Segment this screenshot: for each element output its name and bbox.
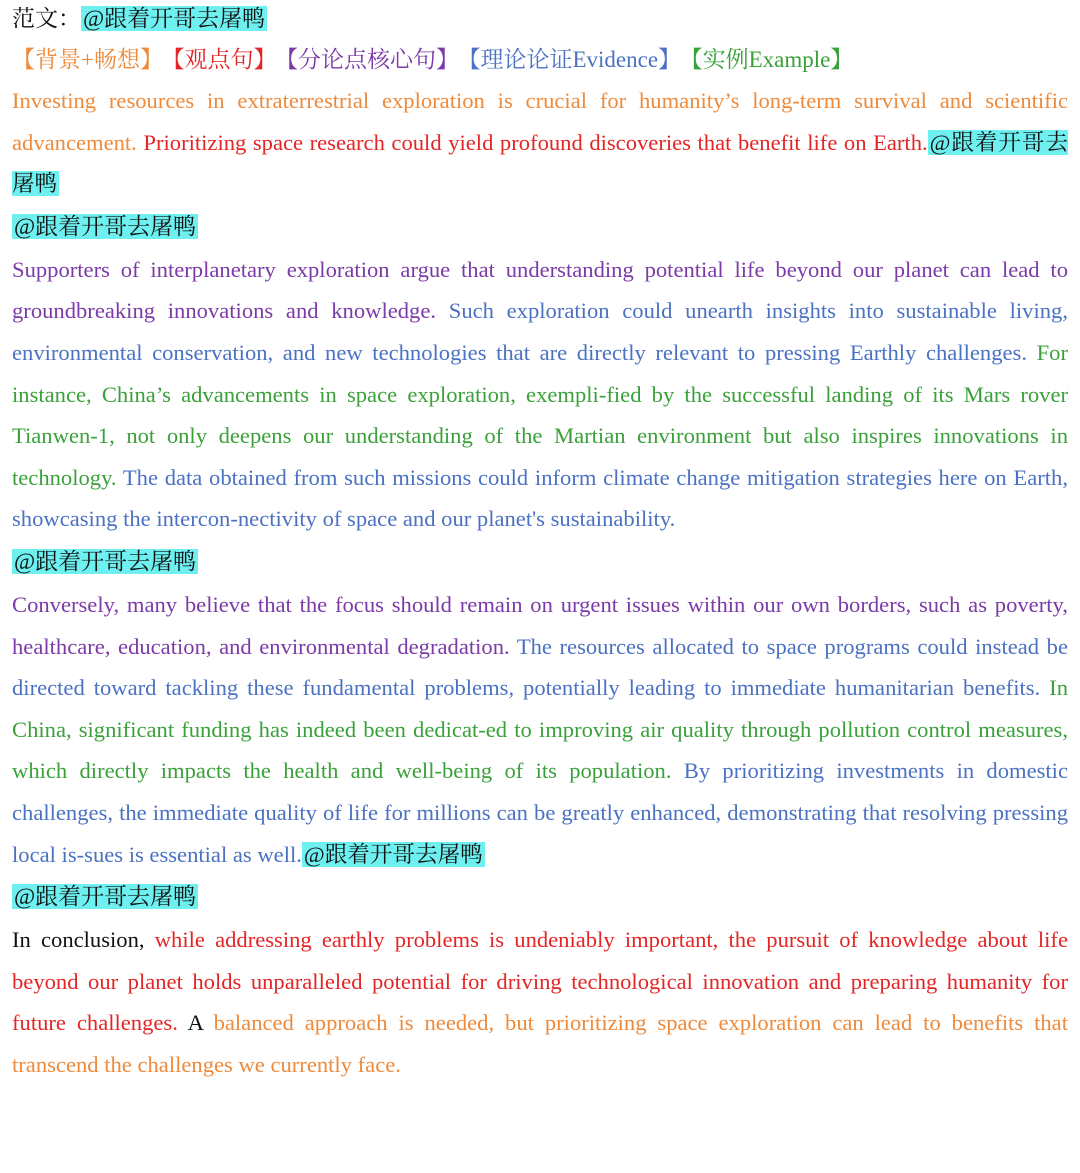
conclusion-article: A xyxy=(187,1010,203,1036)
body2-theory-sentence-2a: By prioritizing investments in domestic challenges, the immediate quality of life for millions can be greatly enhanced, demonstrating that resolving pressing local is- xyxy=(12,758,1068,867)
body1-core-sentence: Supporters of interplanetary exploration argue that understanding potential life beyond our planet can lead to groundbreaking innovations and knowledge. xyxy=(12,256,1068,324)
body1-tag-line xyxy=(12,205,1068,249)
conclusion-background-sentence: balanced approach is needed, but prioritizing space exploration can lead to benefits that transcend the challenges we currently face. xyxy=(12,1010,1068,1077)
body1-theory-sentence: Such exploration could unearth insights into sustainable living, environmental conservation, and new technologies that are directly relevant to pressing Earthly challenges. xyxy=(12,298,1068,365)
color-legend xyxy=(12,40,1068,80)
author-tag: @跟着开哥去屠鸭 xyxy=(83,6,266,31)
conclusion-viewpoint-sentence: while addressing earthly problems is undeniably important, the pursuit of knowledge about life beyond our planet holds unparalleled potential for driving technological innovation and preparing humanity for future challenges. xyxy=(12,927,1068,1036)
author-tag: @跟着开哥去屠鸭 xyxy=(14,548,197,574)
legend-example: 【实例Example】 xyxy=(691,47,854,72)
body1-example-sentence-a: For instance, China’s advancements in space exploration, exempli- xyxy=(12,339,1068,407)
body1-theory-sentence-2a: The data obtained from such missions could inform climate change mitigation strategies here on Earth, showcasing the intercon- xyxy=(12,464,1068,532)
conclusion-lead: In conclusion, xyxy=(12,927,145,953)
body2-theory-sentence-2b: sues is essential as well. xyxy=(84,841,302,867)
body2-example-sentence-a: In China, significant funding has indeed been dedicat- xyxy=(12,675,1068,742)
body2-example-sentence-b: ed to improving air quality through pollution control measures, which directly impacts the health and well-being of its population. xyxy=(12,716,1068,784)
body2-paragraph xyxy=(12,584,1068,875)
body1-theory-sentence-2b: nectivity of space and our planet's sustainability. xyxy=(237,506,676,532)
legend-background: 【背景+畅想】 xyxy=(12,47,163,72)
legend-theory: 【理论论证Evidence】 xyxy=(468,47,682,72)
essay-label: 范文： xyxy=(12,6,81,31)
essay-page xyxy=(0,2,1080,1173)
author-tag: @跟着开哥去屠鸭 xyxy=(303,841,483,867)
author-tag: @跟着开哥去屠鸭 xyxy=(14,213,197,239)
essay-header xyxy=(12,2,1068,36)
body2-theory-sentence: The resources allocated to space programs could instead be directed toward tackling these fundamental problems, potentially leading to immediate humanitarian benefits. xyxy=(12,633,1068,701)
legend-viewpoint: 【观点句】 xyxy=(172,47,277,72)
body2-tag-line xyxy=(12,540,1068,584)
conclusion-paragraph xyxy=(12,919,1068,1085)
intro-viewpoint-sentence: Prioritizing space research could yield profound discoveries that benefit life on Earth. xyxy=(143,129,928,155)
legend-core: 【分论点核心句】 xyxy=(286,47,459,72)
body1-example-sentence-b: fied by the successful landing of its Mars rover Tianwen-1, not only deepens our understanding of the Martian environment but also inspires innovations in technology. xyxy=(12,381,1069,490)
body1-paragraph xyxy=(12,249,1068,540)
intro-paragraph xyxy=(12,80,1068,205)
conclusion-tag-line xyxy=(12,875,1068,919)
author-tag: @跟着开哥去屠鸭 xyxy=(14,884,197,910)
intro-background-sentence: Investing resources in extraterrestrial exploration is crucial for humanity’s long-term survival and scientific advancement. xyxy=(12,88,1068,155)
author-tag: @跟着开哥去屠鸭 xyxy=(12,129,1068,197)
body2-core-sentence: Conversely, many believe that the focus should remain on urgent issues within our own borders, such as poverty, healthcare, education, and environmental degradation. xyxy=(12,591,1068,659)
